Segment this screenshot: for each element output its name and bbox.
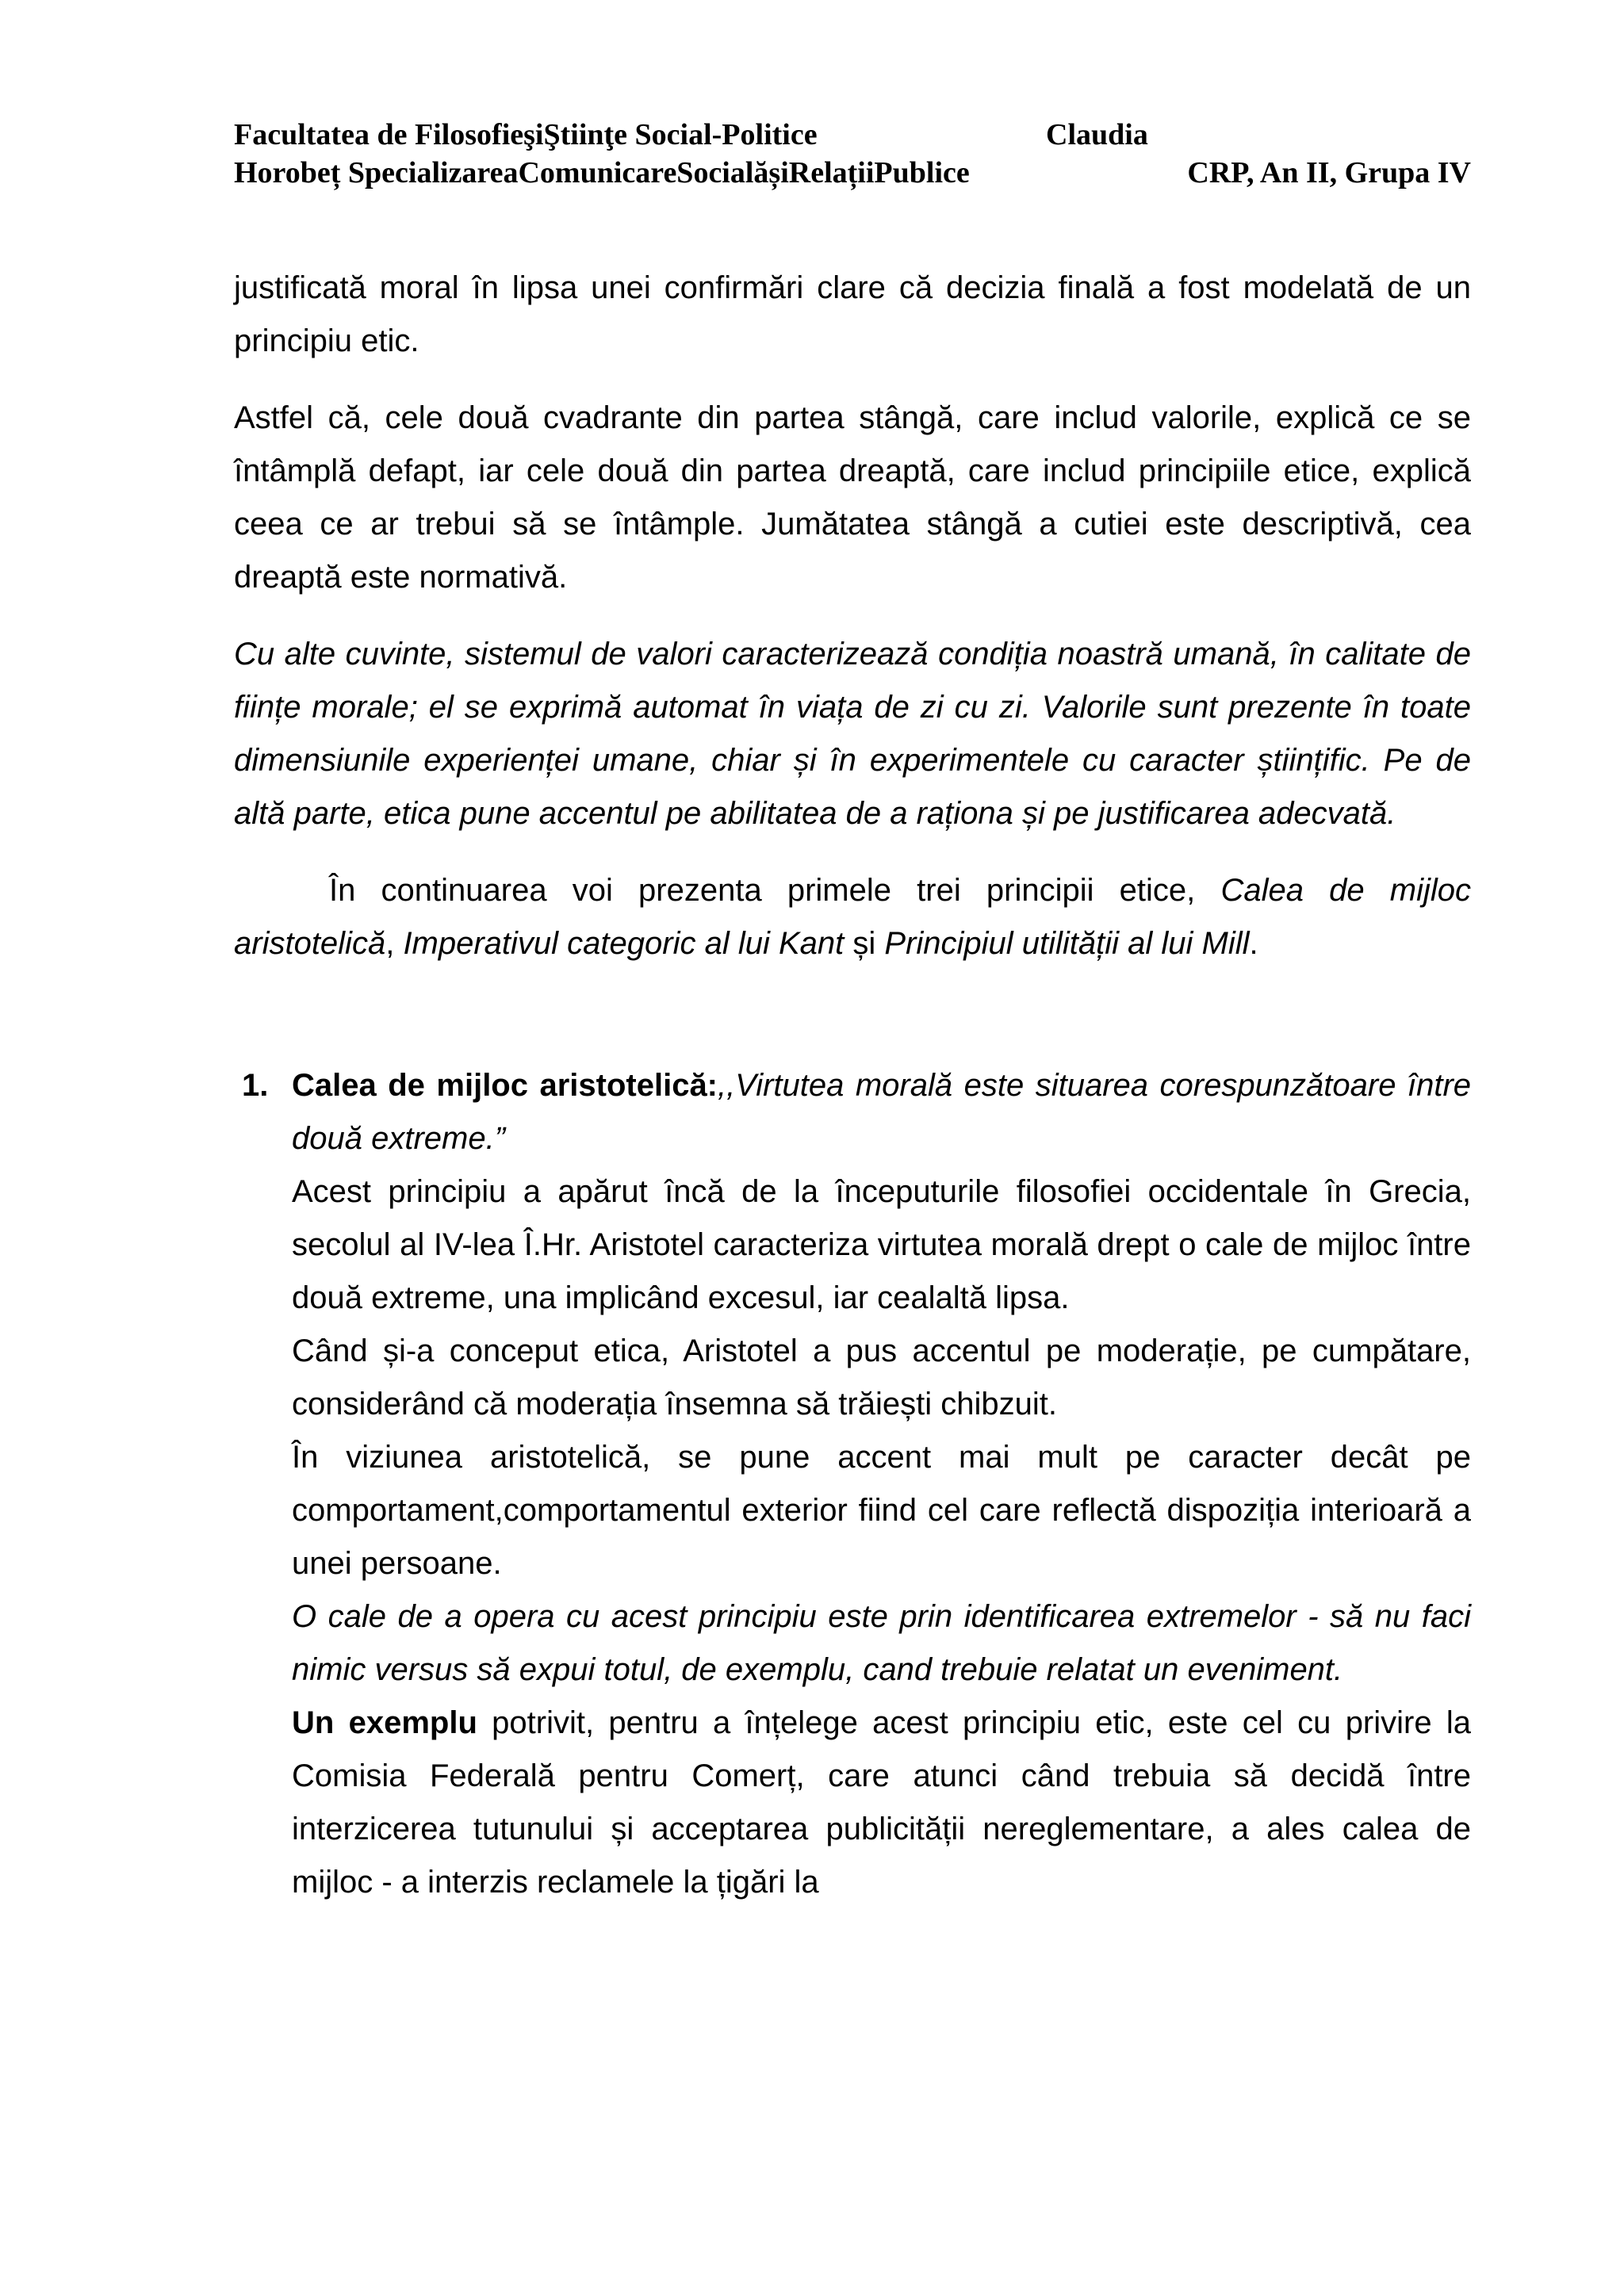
section-title: Calea de mijloc aristotelică: (292, 1068, 718, 1103)
p4-text-3: și (844, 926, 885, 961)
paragraph-4 (234, 864, 1471, 970)
paragraph-3-italic: Cu alte cuvinte, sistemul de valori caracterizează condiția noastră umană, în calitate de ființe morale; el se exprimă automat în viața de zi cu zi. Valorile sunt prezente în toate dimensiunile experienței umane, chiar și în experimentele cu caracter științific. Pe de altă parte, etica pune accentul pe abilitatea de a raționa și pe justificarea adecvată. (234, 637, 1471, 831)
faculty-name: Facultatea de FilosofieşiŞtiinţe Social-Politice (234, 118, 818, 151)
example-text: potrivit, pentru a înțelege acest principiu etic, este cel cu privire la Comisia Federală pentru Comerț, care atunci când trebuia să decidă între interzicerea tutunului și acceptarea publicității nereglementare, a ales calea de mijloc - a interzis reclamele la țigări la (292, 1705, 1471, 1900)
p4-text-2: , (385, 926, 404, 961)
specialization: Horobeț SpecializareaComunicareSocialășiRelațiiPublice (234, 156, 970, 189)
section-paragraph-5 (292, 1697, 1471, 1909)
p4-text-4: . (1249, 926, 1258, 961)
section-1 (234, 1059, 1471, 1909)
section-quote: ,,Virtutea morală este situarea corespunzătoare între două extreme.” (292, 1068, 1472, 1156)
section-paragraph-4-italic: O cale de a opera cu acest principiu este prin identificarea extremelor - să nu faci nimic versus să expui totul, de exemplu, cand trebuie relatat un eveniment. (292, 1599, 1471, 1687)
page-header (234, 116, 1471, 192)
p4-text-1: În continuarea voi prezenta primele trei principii etice, (329, 873, 1221, 908)
document-body (234, 262, 1471, 1909)
section-paragraph-3: În viziunea aristotelică, se pune accent mai mult pe caracter decât pe comportament,comportamentul exterior fiind cel care reflectă dispoziția interioară a unei persoane. (292, 1440, 1471, 1581)
paragraph-1: justificată moral în lipsa unei confirmări clare că decizia finală a fost modelată de un principiu etic. (234, 270, 1471, 358)
example-label: Un exemplu (292, 1705, 477, 1740)
section-number: 1. (242, 1068, 269, 1103)
header-line-2 (234, 154, 1471, 192)
author-first-name: Claudia (1046, 118, 1148, 151)
principle-mill: Principiul utilității al lui Mill (884, 926, 1250, 961)
section-paragraph-2: Când și-a conceput etica, Aristotel a pus accentul pe moderație, pe cumpătare, considerând că moderația însemna să trăiești chibzuit. (292, 1334, 1471, 1422)
principle-aristotle: Calea de mijloc aristotelică (234, 873, 1471, 961)
course-group: CRP, An II, Grupa IV (1187, 156, 1471, 189)
paragraph-2: Astfel că, cele două cvadrante din partea stângă, care includ valorile, explică ce se întâmplă defapt, iar cele două din partea dreaptă, care includ principiile etice, explică ceea ce ar trebui să se întâmple. Jumătatea stângă a cutiei este descriptivă, cea dreaptă este normativă. (234, 400, 1471, 595)
section-paragraph-1: Acest principiu a apărut încă de la începuturile filosofiei occidentale în Grecia, secolul al IV-lea Î.Hr. Aristotel caracteriza virtutea morală drept o cale de mijloc între două extreme, una implicând excesul, iar cealaltă lipsa. (292, 1174, 1471, 1315)
principle-kant: Imperativul categoric al lui Kant (403, 926, 845, 961)
header-line-1 (234, 116, 1471, 154)
section-heading (292, 1059, 1471, 1165)
